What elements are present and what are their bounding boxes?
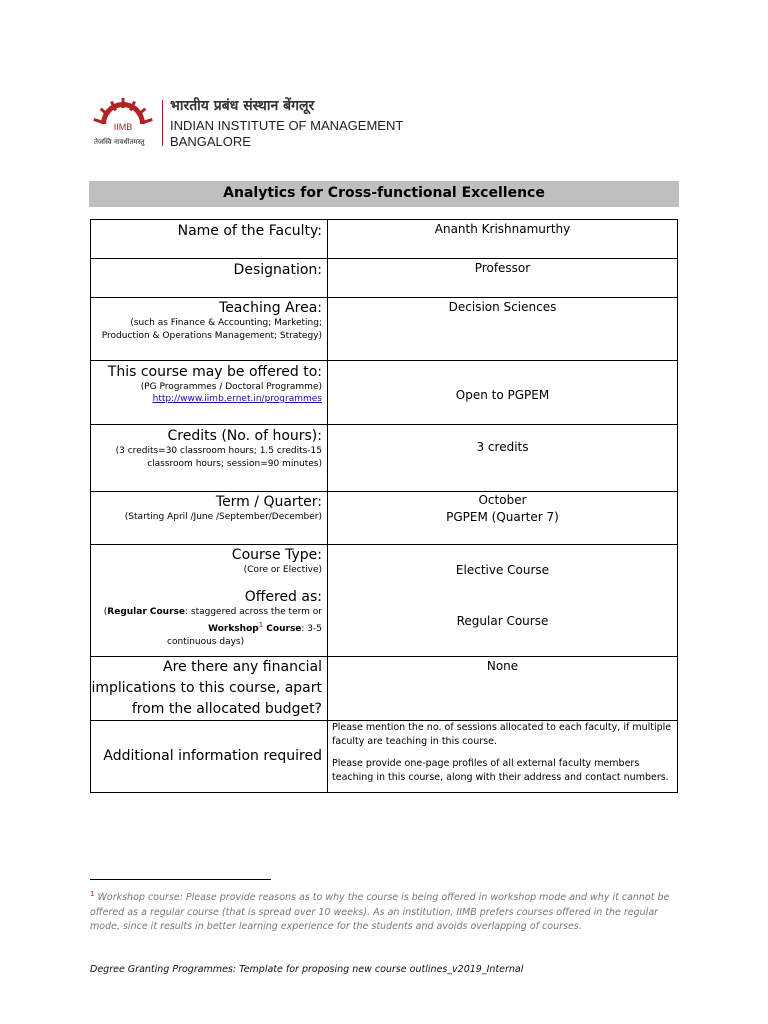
- offered-to-label-cell: [91, 361, 328, 425]
- term-value-quarter: PGPEM (Quarter 7): [446, 510, 559, 524]
- table-row: [91, 259, 678, 298]
- institute-logo: [92, 96, 402, 152]
- course-title: Analytics for Cross-functional Excellence: [89, 181, 679, 207]
- teaching-area-hint-2: Production & Operations Management; Strategy): [101, 331, 322, 341]
- teaching-area-value: Decision Sciences: [448, 300, 557, 314]
- offered-as-hint-2: Workshop$^1$ Course: 3-5: [208, 621, 322, 634]
- teaching-area-value-cell: [328, 298, 678, 361]
- course-type-hint: (Core or Elective): [243, 565, 322, 575]
- credits-hint-2: classroom hours; session=90 minutes): [147, 459, 322, 469]
- table-row: [91, 545, 678, 657]
- teaching-area-label-cell: [91, 298, 328, 361]
- financial-value: None: [486, 659, 519, 673]
- credits-hint-1: (3 credits=30 classroom hours; 1.5 credits-15: [115, 446, 322, 456]
- additional-label-cell: [91, 721, 328, 793]
- additional-value-cell: [328, 721, 678, 793]
- course-type-value-cell: [328, 545, 678, 657]
- table-row: [91, 361, 678, 425]
- institute-motto: तेजस्वि नावधीतमस्तु: [94, 138, 145, 146]
- table-row: [91, 298, 678, 361]
- logo-divider: [162, 100, 163, 146]
- additional-info-2: Please provide one-page profiles of all external faculty members teaching in this course, along with their address and contact numbers.: [332, 758, 669, 783]
- institute-name-line1: INDIAN INSTITUTE OF MANAGEMENT: [170, 118, 404, 133]
- page-footer: Degree Granting Programmes: Template for proposing new course outlines_v2019_Internal: [90, 964, 524, 975]
- footnote-marker: 1: [90, 890, 95, 898]
- institute-name-hindi: भारतीय प्रबंध संस्थान बेंगलूर: [170, 98, 315, 114]
- footnote: [90, 887, 682, 935]
- offered-to-value-cell: [328, 361, 678, 425]
- footnote-text: Workshop course: Please provide reasons as to why the course is being offered in workshop mode and why it cannot be offered as a regular course (that is spread over 10 weeks). As an institution, IIMB prefers courses offered in the regular mode, since it results in better learning experience for the students and avoids overlapping of courses.: [90, 892, 670, 933]
- offered-as-hint-3: continuous days): [167, 637, 245, 647]
- table-row: [91, 657, 678, 721]
- table-row: [91, 425, 678, 492]
- offered-as-hint: (Regular Course: staggered across the term or: [103, 607, 322, 617]
- designation-value: Professor: [474, 261, 531, 275]
- financial-value-cell: [328, 657, 678, 721]
- offered-to-label: This course may be offered to:: [107, 364, 322, 380]
- offered-as-value: Regular Course: [456, 614, 549, 628]
- credits-value-cell: [328, 425, 678, 492]
- term-label-cell: [91, 492, 328, 545]
- svg-text:IIMB: IIMB: [113, 122, 133, 132]
- teaching-area-label: Teaching Area:: [219, 300, 322, 316]
- offered-to-hint: (PG Programmes / Doctoral Programme): [140, 382, 322, 392]
- table-row: [91, 492, 678, 545]
- institute-name-line2: BANGALORE: [170, 134, 251, 149]
- footnote-ref: 1: [258, 621, 264, 629]
- term-label: Term / Quarter:: [215, 494, 322, 510]
- financial-label-3: from the allocated budget?: [131, 701, 322, 717]
- faculty-label-cell: [91, 220, 328, 259]
- designation-label: Designation:: [233, 262, 322, 278]
- designation-label-cell: [91, 259, 328, 298]
- credits-value: 3 credits: [476, 440, 529, 454]
- designation-value-cell: [328, 259, 678, 298]
- term-value-month: October: [478, 493, 527, 507]
- term-value-cell: [328, 492, 678, 545]
- financial-label-1: Are there any financial: [163, 659, 322, 675]
- programmes-link[interactable]: http://www.iimb.ernet.in/programmes: [152, 394, 322, 404]
- credits-label: Credits (No. of hours):: [167, 428, 322, 444]
- course-proposal-table: [90, 219, 678, 793]
- footnote-rule: [90, 879, 271, 880]
- table-row: [91, 721, 678, 793]
- teaching-area-hint-1: (such as Finance & Accounting; Marketing;: [130, 318, 322, 328]
- offered-as-label: Offered as:: [244, 589, 322, 605]
- term-hint: (Starting April /June /September/December): [124, 512, 322, 522]
- course-type-label: Course Type:: [231, 547, 322, 563]
- additional-label: Additional information required: [103, 748, 322, 764]
- course-type-value: Elective Course: [455, 563, 550, 577]
- faculty-value: Ananth Krishnamurthy: [434, 222, 571, 236]
- financial-label-cell: [91, 657, 328, 721]
- course-type-label-cell: [91, 545, 328, 657]
- faculty-label: Name of the Faculty:: [177, 223, 322, 239]
- table-row: [91, 220, 678, 259]
- additional-info-1: Please mention the no. of sessions allocated to each faculty, if multiple faculty are teaching in this course.: [332, 722, 672, 747]
- credits-label-cell: [91, 425, 328, 492]
- offered-to-value: Open to PGPEM: [455, 388, 550, 402]
- financial-label-2: implications to this course, apart: [91, 680, 322, 696]
- faculty-value-cell: [328, 220, 678, 259]
